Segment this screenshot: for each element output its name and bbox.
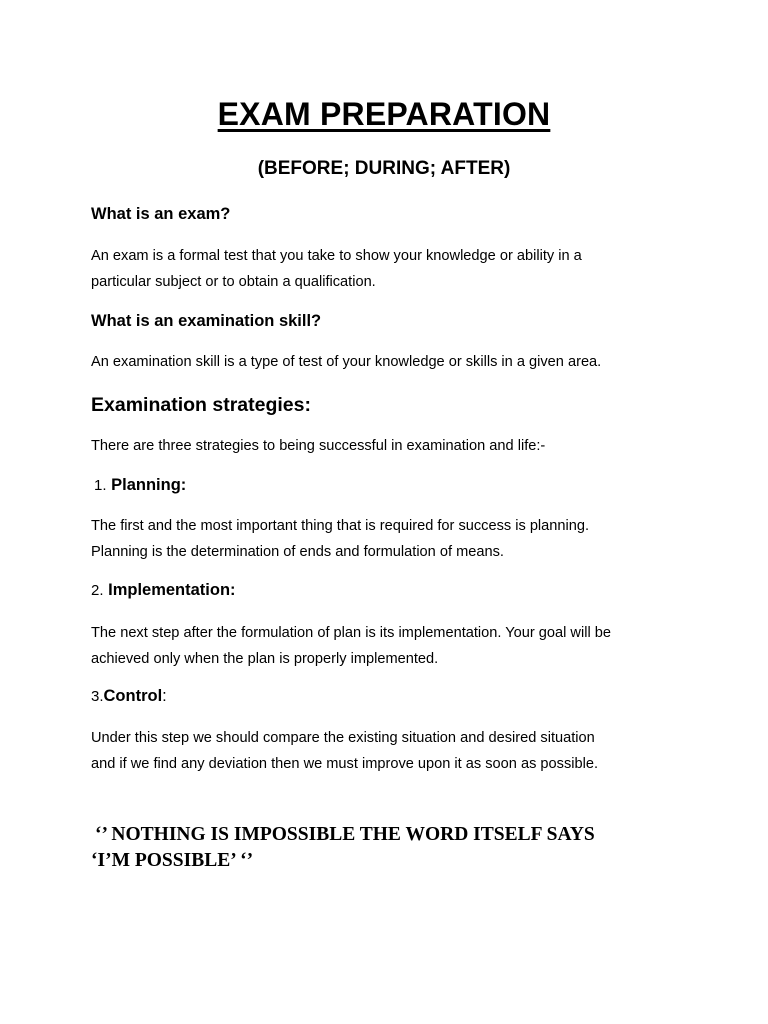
paragraph-line: An examination skill is a type of test of your knowledge or skills in a given area. xyxy=(91,354,602,370)
paragraph-control xyxy=(91,726,691,777)
paragraph-exam-definition xyxy=(91,244,691,295)
paragraph-line: Planning is the determination of ends and formulation of means. xyxy=(91,543,504,560)
document-title: EXAM PREPARATION xyxy=(217,96,551,132)
paragraph-line: particular subject or to obtain a qualification. xyxy=(91,273,376,290)
paragraph-planning xyxy=(91,514,691,565)
list-number: 1. xyxy=(94,477,107,494)
heading-planning xyxy=(94,476,186,495)
list-number: 3. xyxy=(91,688,104,705)
quote-line: ‘I’M POSSIBLE’ ‘’ xyxy=(91,850,254,871)
paragraph-line: achieved only when the plan is properly implemented. xyxy=(91,650,439,667)
list-label: Implementation: xyxy=(108,581,236,599)
list-label: Planning: xyxy=(111,476,187,494)
heading-what-is-exam: What is an exam? xyxy=(91,205,231,223)
paragraph-line: There are three strategies to being successful in examination and life:- xyxy=(91,438,546,454)
heading-what-is-examination-skill: What is an examination skill? xyxy=(91,312,322,330)
heading-examination-strategies: Examination strategies: xyxy=(91,394,311,416)
paragraph-line: The next step after the formulation of plan is its implementation. Your goal will be xyxy=(91,625,611,641)
paragraph-examination-skill xyxy=(91,350,691,376)
paragraph-strategies-intro xyxy=(91,434,691,460)
list-number: 2. xyxy=(91,582,104,599)
closing-quote xyxy=(91,822,691,874)
list-label: Control xyxy=(103,687,163,705)
paragraph-line: and if we find any deviation then we must improve upon it as soon as possible. xyxy=(91,755,599,772)
list-label-colon: : xyxy=(162,687,167,705)
heading-implementation xyxy=(91,581,236,600)
document-subtitle: (BEFORE; DURING; AFTER) xyxy=(257,158,511,179)
paragraph-implementation xyxy=(91,621,691,672)
paragraph-line: An exam is a formal test that you take to show your knowledge or ability in a xyxy=(91,248,582,264)
heading-control xyxy=(91,687,167,706)
paragraph-line: The first and the most important thing that is required for success is planning. xyxy=(91,518,590,534)
paragraph-line: Under this step we should compare the existing situation and desired situation xyxy=(91,730,595,746)
quote-line: ‘’ NOTHING IS IMPOSSIBLE THE WORD ITSELF SAYS xyxy=(95,824,595,845)
